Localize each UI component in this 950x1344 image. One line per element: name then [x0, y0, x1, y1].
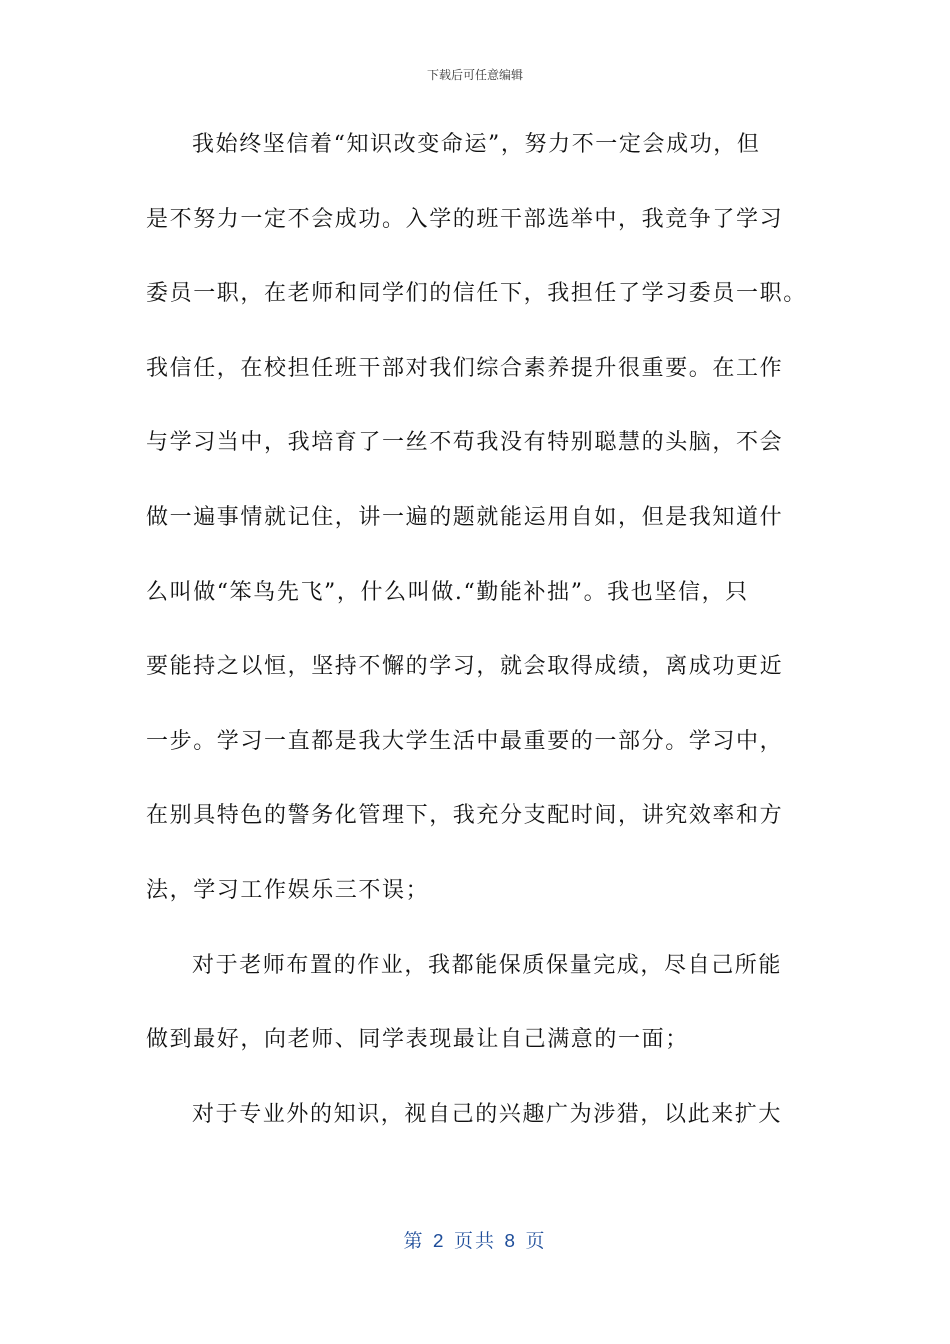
document-body [146, 122, 807, 1166]
paragraph-line: 我始终坚信着“知识改变命运”，努力不一定会成功，但 [192, 132, 761, 157]
footer-middle: 页共 [453, 1230, 496, 1252]
footer-prefix: 第 [403, 1230, 425, 1252]
page-header: 下载后可任意编辑 [426, 68, 523, 82]
paragraph-line: 对于专业外的知识，视自己的兴趣广为涉猎，以此来扩大 [192, 1101, 783, 1127]
paragraph-line: 对于老师布置的作业，我都能保质保量完成，尽自己所能 [192, 952, 783, 978]
page-footer [0, 1226, 950, 1253]
paragraph-line: 做一遍事情就记住，讲一遍的题就能运用自如，但是我知道什 [146, 504, 784, 530]
paragraph-line: 委员一职，在老师和同学们的信任下，我担任了学习委员一职。 [146, 281, 807, 307]
footer-suffix: 页 [525, 1230, 547, 1252]
total-page-number: 8 [504, 1231, 518, 1253]
paragraph-line: 在别具特色的警务化管理下，我充分支配时间，讲究效率和方 [146, 803, 784, 829]
paragraph-line: 么叫做“笨鸟先飞”，什么叫做.“勤能补拙”。我也坚信，只 [146, 579, 749, 605]
paragraph-line: 法，学习工作娱乐三不误； [146, 877, 430, 903]
paragraph-line: 要能持之以恒，坚持不懈的学习，就会取得成绩，离成功更近 [146, 654, 784, 680]
current-page-number: 2 [432, 1231, 446, 1253]
paragraph-line: 做到最好，向老师、同学表现最让自己满意的一面； [146, 1027, 689, 1053]
paragraph-line: 是不努力一定不会成功。入学的班干部选举中，我竞争了学习 [146, 206, 784, 232]
paragraph-line: 一步。学习一直都是我大学生活中最重要的一部分。学习中， [146, 728, 784, 754]
paragraph-line: 与学习当中，我培育了一丝不苟我没有特别聪慧的头脑，不会 [146, 430, 784, 456]
paragraph-line: 我信任，在校担任班干部对我们综合素养提升很重要。在工作 [146, 355, 784, 381]
